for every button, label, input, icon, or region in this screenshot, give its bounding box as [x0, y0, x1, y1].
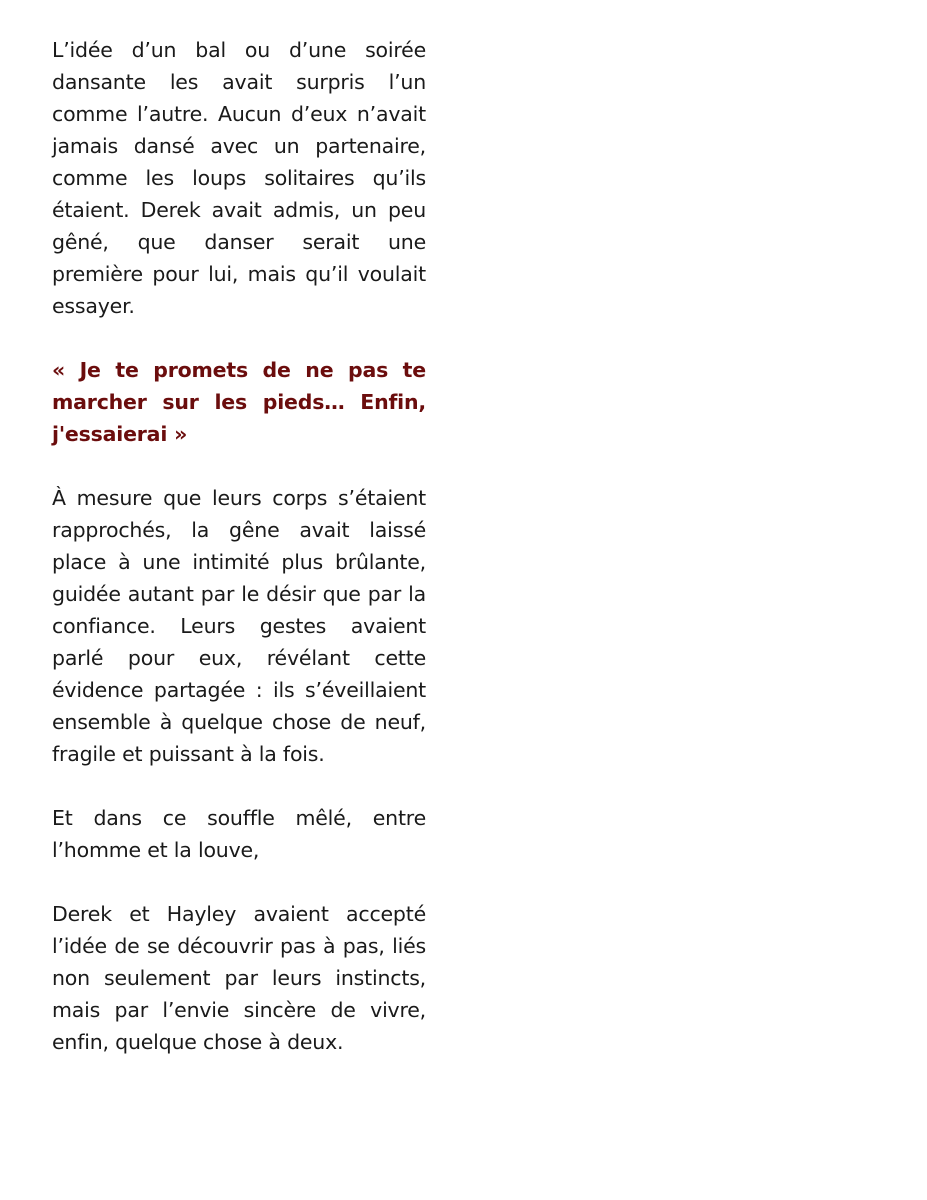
paragraph-ball-idea: L’idée d’un bal ou d’une soirée dansante les avait surpris l’un comme l’autre. Aucun d’eux n’avait jamais dansé avec un partenaire, comme les loups solitaires qu’ils étaient. Derek avait admis, un peu gêné, que danser serait une première pour lui, mais qu’il voulait essayer.: [52, 38, 426, 318]
paragraph-intimacy: À mesure que leurs corps s’étaient rapprochés, la gêne avait laissé place à une intimité plus brûlante, guidée autant par le désir que par la confiance. Leurs gestes avaient parlé pour eux, révélant cette évidence partagée : ils s’éveillaient ensemble à quelque chose de neuf, fragile et puissant à la fois.: [52, 486, 426, 766]
document-page: [52, 34, 426, 1090]
paragraph-breath: Et dans ce souffle mêlé, entre l’homme et la louve,: [52, 806, 426, 862]
quote-dialogue: « Je te promets de ne pas te marcher sur les pieds… Enfin, j'essaierai »: [52, 358, 426, 446]
paragraph-conclusion: Derek et Hayley avaient accepté l’idée de se découvrir pas à pas, liés non seulement par leurs instincts, mais par l’envie sincère de vivre, enfin, quelque chose à deux.: [52, 902, 426, 1054]
